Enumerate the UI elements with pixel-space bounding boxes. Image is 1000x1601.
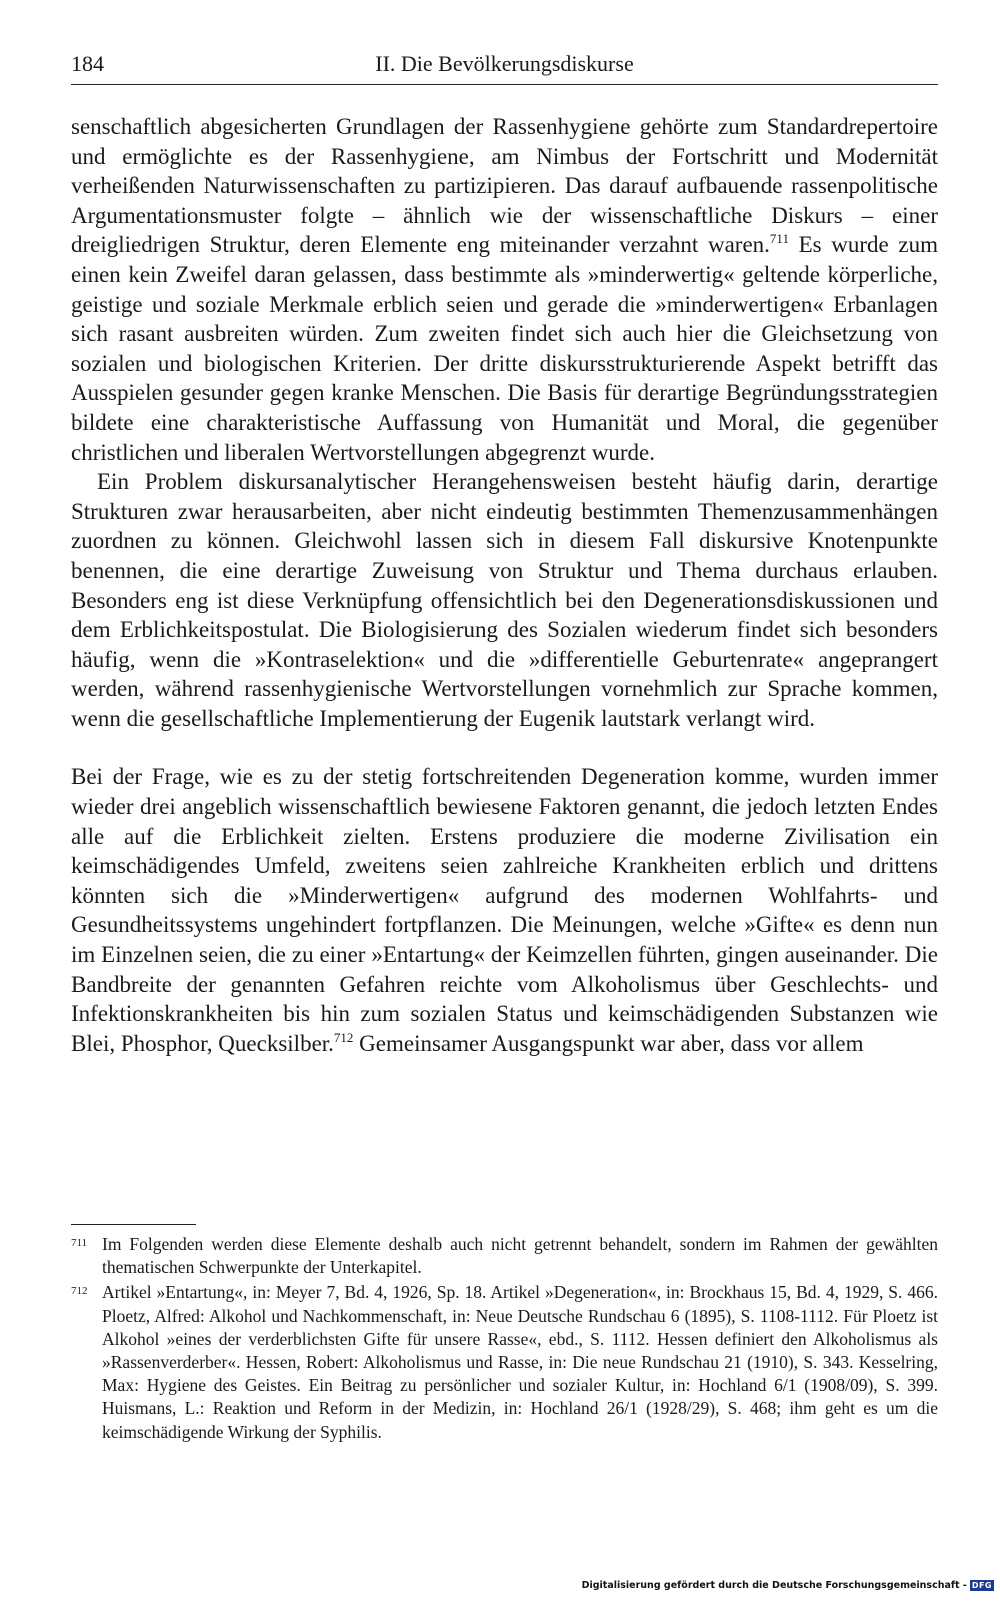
footnote-text: Artikel »Entartung«, in: Meyer 7, Bd. 4, 1926, Sp. 18. Artikel »Degeneration«, in: Brockhaus 15, Bd. 4, 1929, S. 466. Ploetz, Alfred: Alkohol und Nachkommenschaft, in: Neue Deutsche Rundschau 6 (1895), S. 1108-1112. Für Ploetz ist Alkohol »eines der verderblichsten Gifte für unsere Rasse«, ebd., S. 1112. Hessen definiert den Alkoholismus als »Rassenverderber«. Hessen, Robert: Alkoholismus und Rasse, in: Die neue Rundschau 21 (1910), S. 343. Kesselring, Max: Hygiene des Geistes. Ein Beitrag zu persönlicher und sozialer Kultur, in: Hochland 6/1 (1908/09), S. 399. Huismans, L.: Reaktion und Reform in der Medizin, in: Hochland 26/1 (1928/29), S. 468; ihm geht es um die keimschädigende Wirkung der Syphilis. [102, 1282, 938, 1442]
paragraph-1 [71, 112, 938, 467]
footnote-711 [71, 1233, 938, 1279]
footnote-number: 711 [71, 1237, 88, 1249]
paragraph-3-part-a: Bei der Frage, wie es zu der stetig fortschreitenden Degeneration komme, wurden immer wieder drei angeblich wissenschaftlich bewiesene Faktoren genannt, die jedoch letzten Endes alle auf die Erblichkeit zielten. Erstens produziere die moderne Zivilisation ein keimschädigendes Umfeld, zweitens seien zahlreiche Krankheiten erblich und drittens könnten sich die »Minderwertigen« aufgrund des modernen Wohlfahrts- und Gesundheitssystems ungehindert fortpflanzen. Die Meinungen, welche »Gifte« es denn nun im Einzelnen seien, die zu einer »Entartung« der Keimzellen führten, gingen auseinander. Die Bandbreite der genannten Gefahren reichte vom Alkoholismus über Geschlechts- und Infektionskrankheiten bis hin zum sozialen Status und keimschädigenden Substanzen wie Blei, Phosphor, Quecksilber. [71, 764, 938, 1056]
dfg-logo: DFG [971, 1581, 992, 1590]
footnote-ref-711[interactable]: 711 [769, 231, 789, 247]
paragraph-1-part-a: senschaftlich abgesicherten Grundlagen der Rassenhygiene gehörte zum Standardrepertoire und ermöglichte es der Rassenhygiene, am Nimbus der Fortschritt und Modernität verheißenden Naturwissenschaften zu partizipieren. Das darauf aufbauende rassenpolitische Argumentationsmuster folgte – ähnlich wie der wissenschaftliche Diskurs – einer dreigliedrigen Struktur, deren Elemente eng miteinander verzahnt waren. [71, 114, 938, 258]
main-text [71, 112, 938, 1058]
footnote-separator [71, 1224, 196, 1225]
footnote-ref-712[interactable]: 712 [333, 1029, 354, 1045]
paragraph-2: Ein Problem diskursanalytischer Herangehensweisen besteht häufig darin, derartige Strukturen zwar herausarbeiten, aber nicht eindeutig bestimmten Themenzusammenhängen zuordnen zu können. Gleichwohl lassen sich in diesem Fall diskursive Knotenpunkte benennen, die eine derartige Zuweisung von Struktur und Thema durchaus erlauben. Besonders eng ist diese Verknüpfung offensichtlich bei den Degenerationsdiskussionen und dem Erblichkeitspostulat. Die Biologisierung des Sozialen wiederum findet sich besonders häufig, wenn die »Kontraselektion« und die »differentielle Geburtenrate« angeprangert werden, während rassenhygienische Wertvorstellungen vornehmlich zur Sprache kommen, wenn die gesellschaftliche Implementierung der Eugenik lautstark verlangt wird. [71, 469, 938, 731]
footnote-text: Im Folgenden werden diese Elemente deshalb auch nicht getrennt behandelt, sondern im Rahmen der gewählten thematischen Schwerpunkte der Unterkapitel. [102, 1234, 938, 1278]
footnote-712 [71, 1281, 938, 1443]
running-head: II. Die Bevölkerungsdiskurse [375, 51, 634, 76]
footnote-number: 712 [71, 1285, 88, 1298]
page-header [71, 48, 938, 85]
page-number: 184 [71, 51, 104, 76]
paragraph-3 [71, 762, 938, 1058]
paragraph-1-part-b: Es wurde zum einen kein Zweifel daran gelassen, dass bestimmte als »minderwertig« geltende körperliche, geistige und soziale Merkmale erblich seien und gerade die »minderwertigen« Erbanlagen sich rasant ausbreiten würden. Zum zweiten findet sich auch hier die Gleichsetzung von sozialen und biologischen Kriterien. Der dritte diskursstrukturierende Aspekt betrifft das Ausspielen gesunder gegen kranke Menschen. Die Basis für derartige Begründungsstrategien bildete eine charakteristische Auffassung von Humanität und Moral, die gegenüber christlichen und liberalen Wertvorstellungen abgegrenzt wurde. [71, 232, 939, 465]
digitization-credit [582, 1580, 994, 1591]
footnotes [71, 1233, 938, 1446]
digitization-text: Digitalisierung gefördert durch die Deutsche Forschungsgemeinschaft - [581, 1580, 967, 1591]
paragraph-3-part-b: Gemeinsamer Ausgangspunkt war aber, dass vor allem [353, 1030, 864, 1056]
